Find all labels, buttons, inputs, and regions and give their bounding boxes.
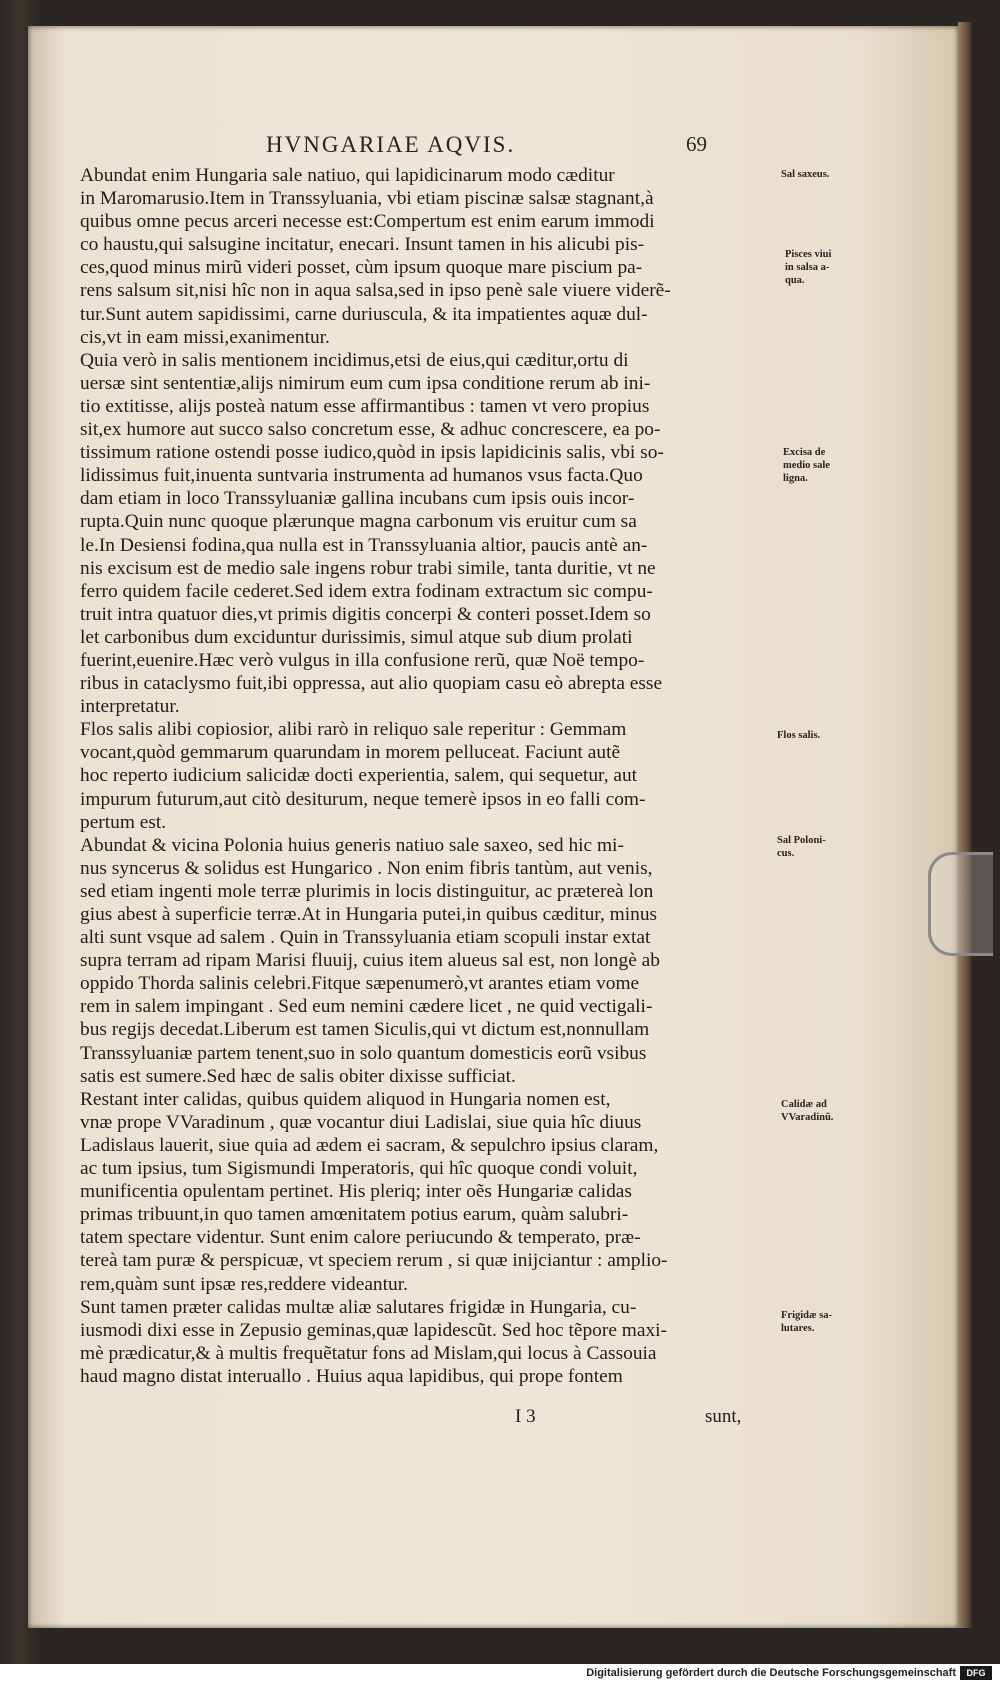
text-line: ferro quidem facile cederet.Sed idem extra fodinam extractum sic compu- <box>80 580 653 602</box>
text-line: quibus omne pecus arceri necesse est:Compertum est enim earum immodi <box>80 211 655 233</box>
text-line: oppido Thorda salinis celebri.Fitque sæpenumerò,vt arantes etiam vome <box>80 973 640 995</box>
text-line: ribus in cataclysmo fuit,ibi oppressa, aut alio quopiam casu eò abrepta esse <box>80 673 663 695</box>
text-line: lidissimus fuit,inuenta suntvaria instrumenta ad humanos vsus facta.Quo <box>80 465 643 487</box>
text-line: sed etiam ingenti mole terræ plurimis in locis distinguitur, ac prætereà lon <box>80 880 654 902</box>
text-line: Transsyluaniæ partem tenent,suo in solo quantum domesticis eorũ vsibus <box>80 1042 647 1064</box>
catchword: sunt, <box>705 1406 742 1427</box>
text-line: le.In Desiensi fodina,qua nulla est in Transsyluania altior, paucis antè an- <box>80 534 648 556</box>
margin-note: medio sale <box>783 460 830 471</box>
text-line: cis,vt in eam missi,exanimentur. <box>80 326 330 348</box>
margin-note: Sal Poloni- <box>777 835 826 846</box>
page-edge <box>958 22 972 1628</box>
clasp-icon <box>928 852 993 956</box>
running-head: HVNGARIAE AQVIS. <box>266 132 516 157</box>
text-line: uersæ sint sententiæ,alijs nimirum eum cum ipsa conditione rerum ab ini- <box>80 372 651 394</box>
text-line: haud magno distat interuallo . Huius aqua lapidibus, qui prope fontem <box>80 1365 623 1387</box>
text-line: nis excisum est de medio sale ingens robur trabi simile, tanta duritie, vt ne <box>80 557 656 579</box>
text-line: impurum futurum,aut citò desiturum, neque temerè ipsos in eo falli com- <box>80 788 646 810</box>
margin-note: VVaradinũ. <box>781 1112 834 1123</box>
margin-note: in salsa a- <box>785 262 830 273</box>
text-line: satis est sumere.Sed hæc de salis obiter dixisse sufficiat. <box>80 1065 516 1087</box>
text-line: vocant,quòd gemmarum quarundam in morem pelluceat. Faciunt autẽ <box>80 742 621 764</box>
margin-note: qua. <box>785 275 805 286</box>
text-line: primas tribuunt,in quo tamen amœnitatem potius earum, quàm salubri- <box>80 1204 629 1226</box>
text-line: tio extitisse, alijs posteà natum esse affirmantibus : tamen vt vero propius <box>80 395 650 417</box>
text-line: fuerint,euenire.Hæc verò vulgus in illa confusione rerũ, quæ Noë tempo- <box>80 649 645 671</box>
text-line: rem,quàm sunt ipsæ res,reddere videantur. <box>80 1273 408 1295</box>
text-line: nus syncerus & solidus est Hungarico . Non enim fibris tantùm, aut venis, <box>80 857 653 879</box>
text-line: dam etiam in loco Transsyluaniæ gallina incubans cum ipsis ouis incor- <box>80 488 635 510</box>
text-line: rens salsum sit,nisi hîc non in aqua salsa,sed in ipso penè sale viuere viderẽ- <box>80 280 671 302</box>
text-line: rupta.Quin nunc quoque plærunque magna carbonum vis eruitur cum sa <box>80 511 637 533</box>
margin-note: lutares. <box>781 1323 815 1334</box>
text-line: iusmodi dixi esse in Zepusio geminas,quæ lapidescũt. Sed hoc tẽpore maxi- <box>80 1319 668 1341</box>
margin-note: cus. <box>777 848 795 859</box>
text-line: pertum est. <box>80 811 167 833</box>
margin-note: Flos salis. <box>777 730 821 741</box>
text-line: Abundat enim Hungaria sale natiuo, qui lapidicinarum modo cæditur <box>80 165 615 186</box>
text-line: bus regijs decedat.Liberum est tamen Siculis,qui vt dictum est,nonnullam <box>80 1019 650 1041</box>
margin-note: Excisa de <box>783 447 826 458</box>
text-line: in Maromarusio.Item in Transsyluania, vbi etiam piscinæ salsæ stagnant,à <box>80 188 654 210</box>
text-line: gius abest à superficie terræ.At in Hungaria putei,in quibus cæditur, minus <box>80 904 658 925</box>
text-line: co haustu,qui salsugine incitatur, enecari. Insunt tamen in his alicubi pis- <box>80 234 645 256</box>
text-line: supra terram ad ripam Marisi fluuij, cuius item alueus sal est, non longè ab <box>80 950 660 972</box>
text-line: interpretatur. <box>80 696 180 718</box>
text-line: Flos salis alibi copiosior, alibi rarò in reliquo sale reperitur : Gemmam <box>80 719 627 741</box>
margin-note: Pisces viui <box>785 249 832 260</box>
margin-note: Frigidæ sa- <box>781 1310 833 1321</box>
text-line: tur.Sunt autem sapidissimi, carne duriuscula, & ita impatientes aquæ dul- <box>80 303 648 325</box>
text-line: munificentia opulentam pertinet. His pleriq; inter oẽs Hungariæ calidas <box>80 1181 632 1203</box>
funding-credit: Digitalisierung gefördert durch die Deutsche Forschungsgemeinschaft <box>586 1667 956 1679</box>
text-line: sit,ex humore aut succo salso concretum esse, & adhuc concrescere, ea po- <box>80 419 661 441</box>
text-line: hoc reperto iudicium salicidæ docti experientia, salem, qui sequetur, aut <box>80 765 638 787</box>
margin-note: Sal saxeus. <box>781 169 830 180</box>
text-line: ac tum ipsius, tum Sigismundi Imperatoris, qui hîc quoque condi voluit, <box>80 1158 638 1180</box>
text-line: Ladislaus lauerit, siue quia ad ædem ei sacram, & sepulchro ipsius claram, <box>80 1134 659 1156</box>
text-line: Sunt tamen præter calidas multæ aliæ salutares frigidæ in Hungaria, cu- <box>80 1296 637 1318</box>
text-line: Quia verò in salis mentionem incidimus,etsi de eius,qui cæditur,ortu di <box>80 349 629 371</box>
text-line: Restant inter calidas, quibus quidem aliquod in Hungaria nomen est, <box>80 1088 611 1110</box>
margin-note: Calidæ ad <box>781 1099 827 1110</box>
margin-note: ligna. <box>783 473 808 484</box>
text-line: tatem spectare videntur. Sunt enim calore periucundo & temperato, præ- <box>80 1227 641 1249</box>
signature-mark: I 3 <box>515 1406 536 1427</box>
text-line: mè prædicatur,& à multis frequẽtatur fons ad Mislam,qui locus à Cassouia <box>80 1342 657 1364</box>
text-line: Abundat & vicina Polonia huius generis natiuo sale saxeo, sed hic mi- <box>80 834 624 856</box>
text-line: tereà tam puræ & perspicuæ, vt speciem rerum , si quæ inijciantur : amplio- <box>80 1250 668 1272</box>
page-number: 69 <box>686 132 707 156</box>
text-line: tissimum ratione ostendi posse iudico,quòd in ipsis lapidicinis salis, vbi so- <box>80 442 664 464</box>
text-line: let carbonibus dum exciduntur durissimis, simul atque sub dium prolati <box>80 626 633 648</box>
text-line: vnæ prope VVaradinum , quæ vocantur diui Ladislai, siue quia hîc diuus <box>80 1111 642 1133</box>
text-line: ces,quod minus mirũ videri posset, cùm ipsum quoque mare piscium pa- <box>80 257 643 279</box>
text-line: truit intra quatuor dies,vt primis digitis concerpi & conteri posset.Idem so <box>80 603 651 625</box>
dfg-logo: DFG <box>960 1666 992 1680</box>
body-text <box>80 164 750 1388</box>
text-line: alti sunt vsque ad salem . Quin in Transsyluania etiam scopuli instar extat <box>80 927 651 949</box>
text-line: rem in salem impingant . Sed eum nemini cædere licet , ne quid vectigali- <box>80 996 653 1018</box>
